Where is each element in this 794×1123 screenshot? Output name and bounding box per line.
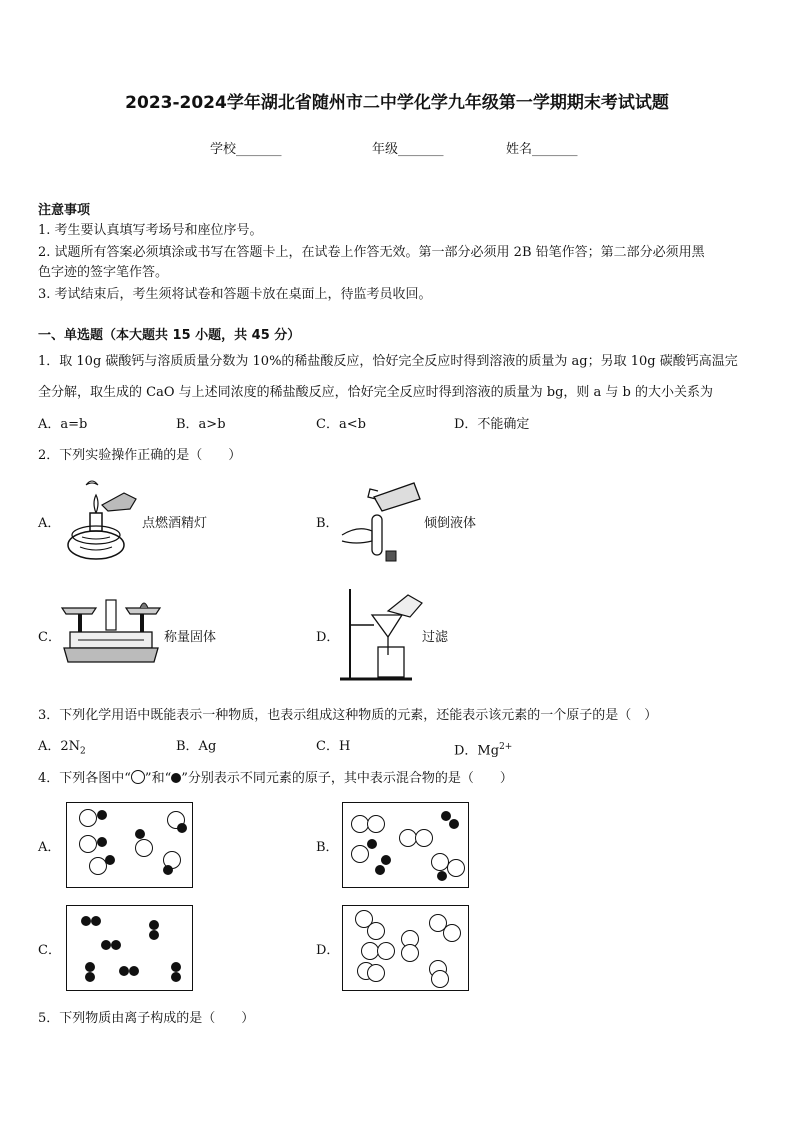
white-atom <box>367 815 385 833</box>
white-atom <box>431 970 449 988</box>
name-field: 姓名_______ <box>506 142 578 157</box>
white-atom-icon <box>131 770 145 784</box>
q3-option-b: B．Ag <box>176 739 217 754</box>
white-atom <box>443 924 461 942</box>
black-atom-icon <box>171 773 181 783</box>
black-atom <box>177 823 187 833</box>
q4-option-c-letter: C． <box>38 943 61 958</box>
q4-diagram-a <box>66 802 193 888</box>
school-field: 学校_______ <box>210 142 282 157</box>
q2-option-a-letter: A． <box>38 516 61 531</box>
q2-option-a-caption: 点燃酒精灯 <box>142 516 208 531</box>
black-atom <box>111 940 121 950</box>
black-atom <box>97 810 107 820</box>
black-atom <box>149 920 159 930</box>
note-item: 3. 考试结束后，考生须将试卷和答题卡放在桌面上，待监考员收回。 <box>38 287 432 302</box>
black-atom <box>437 871 447 881</box>
q4-diagram-c <box>66 905 193 991</box>
white-atom <box>401 944 419 962</box>
notes-heading: 注意事项 <box>38 203 91 218</box>
black-atom <box>367 839 377 849</box>
black-atom <box>135 829 145 839</box>
q4-stem: 4．下列各图中“ ”和“ ”分别表示不同元素的原子，其中表示混合物的是（ ） <box>38 771 513 786</box>
q3-option-a: A．$2N_2$ <box>38 739 86 757</box>
black-atom <box>171 962 181 972</box>
black-atom <box>163 865 173 875</box>
q3-option-c: C．H <box>316 739 351 754</box>
q1-option-c: C．a<b <box>316 417 366 432</box>
pouring-liquid-icon <box>338 475 424 567</box>
q2-option-d-caption: 过滤 <box>422 630 449 645</box>
black-atom <box>85 962 95 972</box>
white-atom <box>135 839 153 857</box>
grade-field: 年级_______ <box>372 142 444 157</box>
q3-option-d: D．$Mg^{2+}$ <box>454 742 513 759</box>
white-atom <box>367 964 385 982</box>
q2-stem: 2．下列实验操作正确的是（ ） <box>38 448 242 463</box>
black-atom <box>85 972 95 982</box>
alcohol-lamp-icon <box>62 475 142 563</box>
q2-option-c-letter: C． <box>38 630 61 645</box>
black-atom <box>449 819 459 829</box>
black-atom <box>119 966 129 976</box>
q4-diagram-d <box>342 905 469 991</box>
black-atom <box>97 837 107 847</box>
black-atom <box>91 916 101 926</box>
q2-option-d-letter: D． <box>316 630 340 645</box>
section-heading: 一、单选题（本大题共 15 小题，共 45 分） <box>38 328 301 343</box>
black-atom <box>375 865 385 875</box>
white-atom <box>367 922 385 940</box>
note-item: 色字迹的签字笔作答。 <box>38 265 169 280</box>
q4-diagram-b <box>342 802 469 888</box>
q1-stem-line2: 全分解，取生成的 CaO 与上述同浓度的稀盐酸反应，恰好完全反应时得到溶液的质量为 bg，则 a 与 b 的大小关系为 <box>38 385 713 400</box>
q1-option-a: A．a=b <box>38 417 88 432</box>
q1-option-b: B．a>b <box>176 417 226 432</box>
balance-scale-icon <box>60 596 162 672</box>
q2-option-b-caption: 倾倒液体 <box>424 516 477 531</box>
q5-stem: 5．下列物质由离子构成的是（ ） <box>38 1011 255 1026</box>
q1-option-d: D．不能确定 <box>454 417 530 432</box>
q2-option-c-caption: 称量固体 <box>164 630 217 645</box>
note-item: 1. 考生要认真填写考场号和座位序号。 <box>38 223 263 238</box>
note-item: 2. 试题所有答案必须填涂或书写在答题卡上，在试卷上作答无效。第一部分必须用 2B 铅笔作答；第二部分必须用黑 <box>38 245 705 260</box>
white-atom <box>447 859 465 877</box>
black-atom <box>81 916 91 926</box>
q4-option-b-letter: B． <box>316 840 339 855</box>
white-atom <box>377 942 395 960</box>
black-atom <box>105 855 115 865</box>
black-atom <box>381 855 391 865</box>
black-atom <box>101 940 111 950</box>
q2-option-b-letter: B． <box>316 516 339 531</box>
black-atom <box>171 972 181 982</box>
black-atom <box>149 930 159 940</box>
black-atom <box>129 966 139 976</box>
q4-option-d-letter: D． <box>316 943 340 958</box>
q4-option-a-letter: A． <box>38 840 61 855</box>
q3-stem: 3．下列化学用语中既能表示一种物质，也表示组成这种物质的元素，还能表示该元素的一个原子的是（ ） <box>38 708 658 723</box>
filtration-icon <box>338 585 424 685</box>
white-atom <box>79 835 97 853</box>
q1-stem-line1: 1．取 10g 碳酸钙与溶质质量分数为 10%的稀盐酸反应，恰好完全反应时得到溶液的质量为 ag；另取 10g 碳酸钙高温完 <box>38 354 738 369</box>
white-atom <box>79 809 97 827</box>
white-atom <box>415 829 433 847</box>
page-title: 2023-2024学年湖北省随州市二中学化学九年级第一学期期末考试试题 <box>125 93 669 113</box>
white-atom <box>351 845 369 863</box>
